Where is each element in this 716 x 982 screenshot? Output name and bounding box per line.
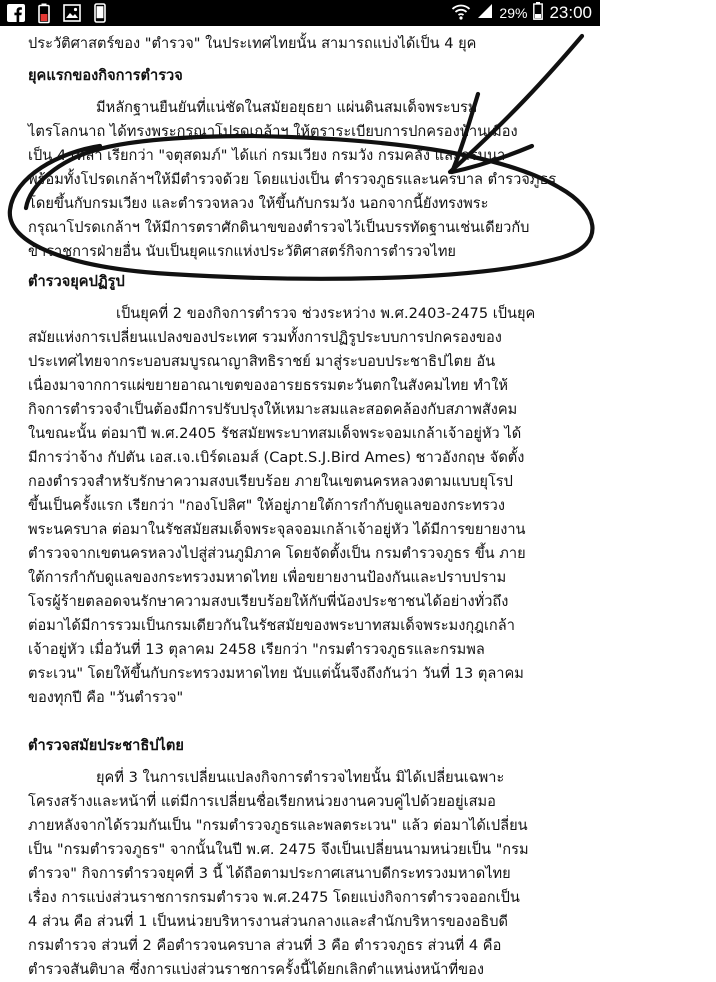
s3-line: 4 ส่วน คือ ส่วนที่ 1 เป็นหน่วยบริหารงานส่วนกลางและสำนักบริหารของอธิบดี — [28, 913, 509, 930]
s3-line: เป็น "กรมตำรวจภูธร" จากนั้นในปี พ.ศ. 2475 จึงเป็นเปลี่ยนนามหน่วยเป็น "กรม — [28, 841, 529, 858]
s3-line: ตำรวจสันติบาล ซึ่งการแบ่งส่วนราชการครั้งนี้ได้ยกเลิกตำแหน่งหน้าที่ของ — [28, 961, 484, 978]
intro-text: ประวัติศาสตร์ของ "ตำรวจ" ในประเทศไทยนั้น สามารถแบ่งได้เป็น 4 ยุค — [28, 35, 477, 52]
s2-line: เจ้าอยู่หัว เมื่อวันที่ 13 ตุลาคม 2458 เรียกว่า "กรมตำรวจภูธรและกรมพล — [28, 641, 485, 658]
battery-icon — [533, 2, 543, 24]
s1-line: มีหลักฐานยืนยันที่แน่ชัดในสมัยอยุธยา แผ่นดินสมเด็จพระบรม — [96, 99, 478, 116]
article-page[interactable] — [0, 26, 600, 978]
section-2-heading: ตำรวจยุคปฏิรูป — [28, 273, 125, 290]
s2-line: ของทุกปี คือ "วันตำรวจ" — [28, 689, 184, 706]
phone-icon[interactable] — [90, 3, 110, 23]
s3-line: ยุคที่ 3 ในการเปลี่ยนแปลงกิจการตำรวจไทยนั้น มิได้เปลี่ยนเฉพาะ — [96, 769, 505, 786]
signal-icon — [477, 3, 493, 23]
section-3-heading: ตำรวจสมัยประชาธิปไตย — [28, 737, 184, 754]
s3-line: กรมตำรวจ ส่วนที่ 2 คือตำรวจนครบาล ส่วนที่ 3 คือ ตำรวจภูธร ส่วนที่ 4 คือ — [28, 937, 502, 954]
clock: 23:00 — [549, 3, 592, 22]
section-1-heading: ยุคแรกของกิจการตำรวจ — [28, 67, 183, 84]
s2-line: ประเทศไทยจากระบอบสมบูรณาญาสิทธิราชย์ มาสู่ระบอบประชาธิปไตย อัน — [28, 353, 496, 370]
s2-line: เนื่องมาจากการแผ่ขยายอาณาเขตของอารยธรรมตะวันตกในสังคมไทย ทำให้ — [28, 377, 508, 394]
s1-line: เป็น 4 เหล่า เรียกว่า "จตุสดมภ์" ได้แก่ กรมเวียง กรมวัง กรมคลัง และกรมนา — [28, 147, 506, 164]
status-bar — [0, 0, 600, 26]
s2-line: กองตำรวจสำหรับรักษาความสงบเรียบร้อย ภายในเขตนครหลวงตามแบบยุโรป — [28, 473, 513, 490]
s2-line: สมัยแห่งการเปลี่ยนแปลงของประเทศ รวมทั้งการปฏิรูประบบการปกครองของ — [28, 329, 502, 346]
wifi-icon — [451, 2, 471, 24]
s2-line: ตำรวจจากเขตนครหลวงไปสู่ส่วนภูมิภาค โดยจัดตั้งเป็น กรมตำรวจภูธร ขึ้น ภาย — [28, 545, 526, 562]
s1-line: ไตรโลกนาถ ได้ทรงพระกรุณาโปรดเกล้าฯ ให้ตราระเบียบการปกครองบ้านเมือง — [28, 123, 518, 140]
battery-alert-icon[interactable] — [34, 3, 54, 23]
s1-line: ข้าราชการฝ่ายอื่น นับเป็นยุคแรกแห่งประวัติศาสตร์กิจการตำรวจไทย — [28, 243, 456, 260]
s3-line: เรื่อง การแบ่งส่วนราชการกรมตำรวจ พ.ศ.2475 โดยแบ่งกิจการตำรวจออกเป็น — [28, 889, 520, 906]
s2-line: โจรผู้ร้ายตลอดจนรักษาความสงบเรียบร้อยให้กับพี่น้องประชาชนได้อย่างทั่วถึง — [28, 593, 509, 610]
s3-line: ภายหลังจากได้รวมกันเป็น "กรมตำรวจภูธรและพลตระเวน" แล้ว ต่อมาได้เปลี่ยน — [28, 817, 528, 834]
s2-line: ขึ้นเป็นครั้งแรก เรียกว่า "กองโปลิศ" ให้อยู่ภายใต้การกำกับดูแลของกระทรวง — [28, 497, 505, 514]
s1-line: โดยขึ้นกับกรมเวียง และตำรวจหลวง ให้ขึ้นกับกรมวัง นอกจากนี้ยังทรงพระ — [28, 195, 489, 212]
image-icon[interactable] — [62, 3, 82, 23]
s2-line: ตระเวน" โดยให้ขึ้นกับกระทรวงมหาดไทย นับแต่นั้นจึงถึงกันว่า วันที่ 13 ตุลาคม — [28, 665, 524, 682]
s2-line: ต่อมาได้มีการรวมเป็นกรมเดียวกันในรัชสมัยของพระบาทสมเด็จพระมงกุฎเกล้า — [28, 617, 515, 634]
s1-line: พร้อมทั้งโปรดเกล้าฯให้มีตำรวจด้วย โดยแบ่งเป็น ตำรวจภูธรและนครบาล ตำรวจภูธร — [28, 171, 557, 188]
s2-line: มีการว่าจ้าง กัปตัน เอส.เจ.เบิร์ดเอมส์ (Capt.S.J.Bird Ames) ชาวอังกฤษ จัดตั้ง — [28, 449, 525, 466]
s2-line: พระนครบาล ต่อมาในรัชสมัยสมเด็จพระจุลจอมเกล้าเจ้าอยู่หัว ได้มีการขยายงาน — [28, 521, 526, 538]
s3-line: ตำรวจ" กิจการตำรวจยุคที่ 3 นี้ ได้ถือตามประกาศเสนาบดีกระทรวงมหาดไทย — [28, 865, 511, 882]
notification-icons — [6, 3, 110, 23]
s2-line: ใต้การกำกับดูแลของกระทรวงมหาดไทย เพื่อขยายงานป้องกันและปราบปราม — [28, 569, 507, 586]
s2-line: ในขณะนั้น ต่อมาปี พ.ศ.2405 รัชสมัยพระบาทสมเด็จพระจอมเกล้าเจ้าอยู่หัว ได้ — [28, 425, 522, 442]
s1-line: กรุณาโปรดเกล้าฯ ให้มีการตราศักดินาขของตำรวจไว้เป็นบรรทัดฐานเช่นเดียวกับ — [28, 219, 530, 236]
battery-percent: 29% — [499, 5, 528, 21]
system-status — [451, 2, 592, 24]
s2-line: กิจการตำรวจจำเป็นต้องมีการปรับปรุงให้เหมาะสมและสอดคล้องกับสภาพสังคม — [28, 401, 518, 418]
s2-line: เป็นยุคที่ 2 ของกิจการตำรวจ ช่วงระหว่าง พ.ศ.2403-2475 เป็นยุค — [116, 305, 536, 322]
s3-line: โครงสร้างและหน้าที่ แต่มีการเปลี่ยนชื่อเรียกหน่วยงานควบคู่ไปด้วยอยู่เสมอ — [28, 793, 496, 810]
facebook-icon[interactable] — [6, 3, 26, 23]
